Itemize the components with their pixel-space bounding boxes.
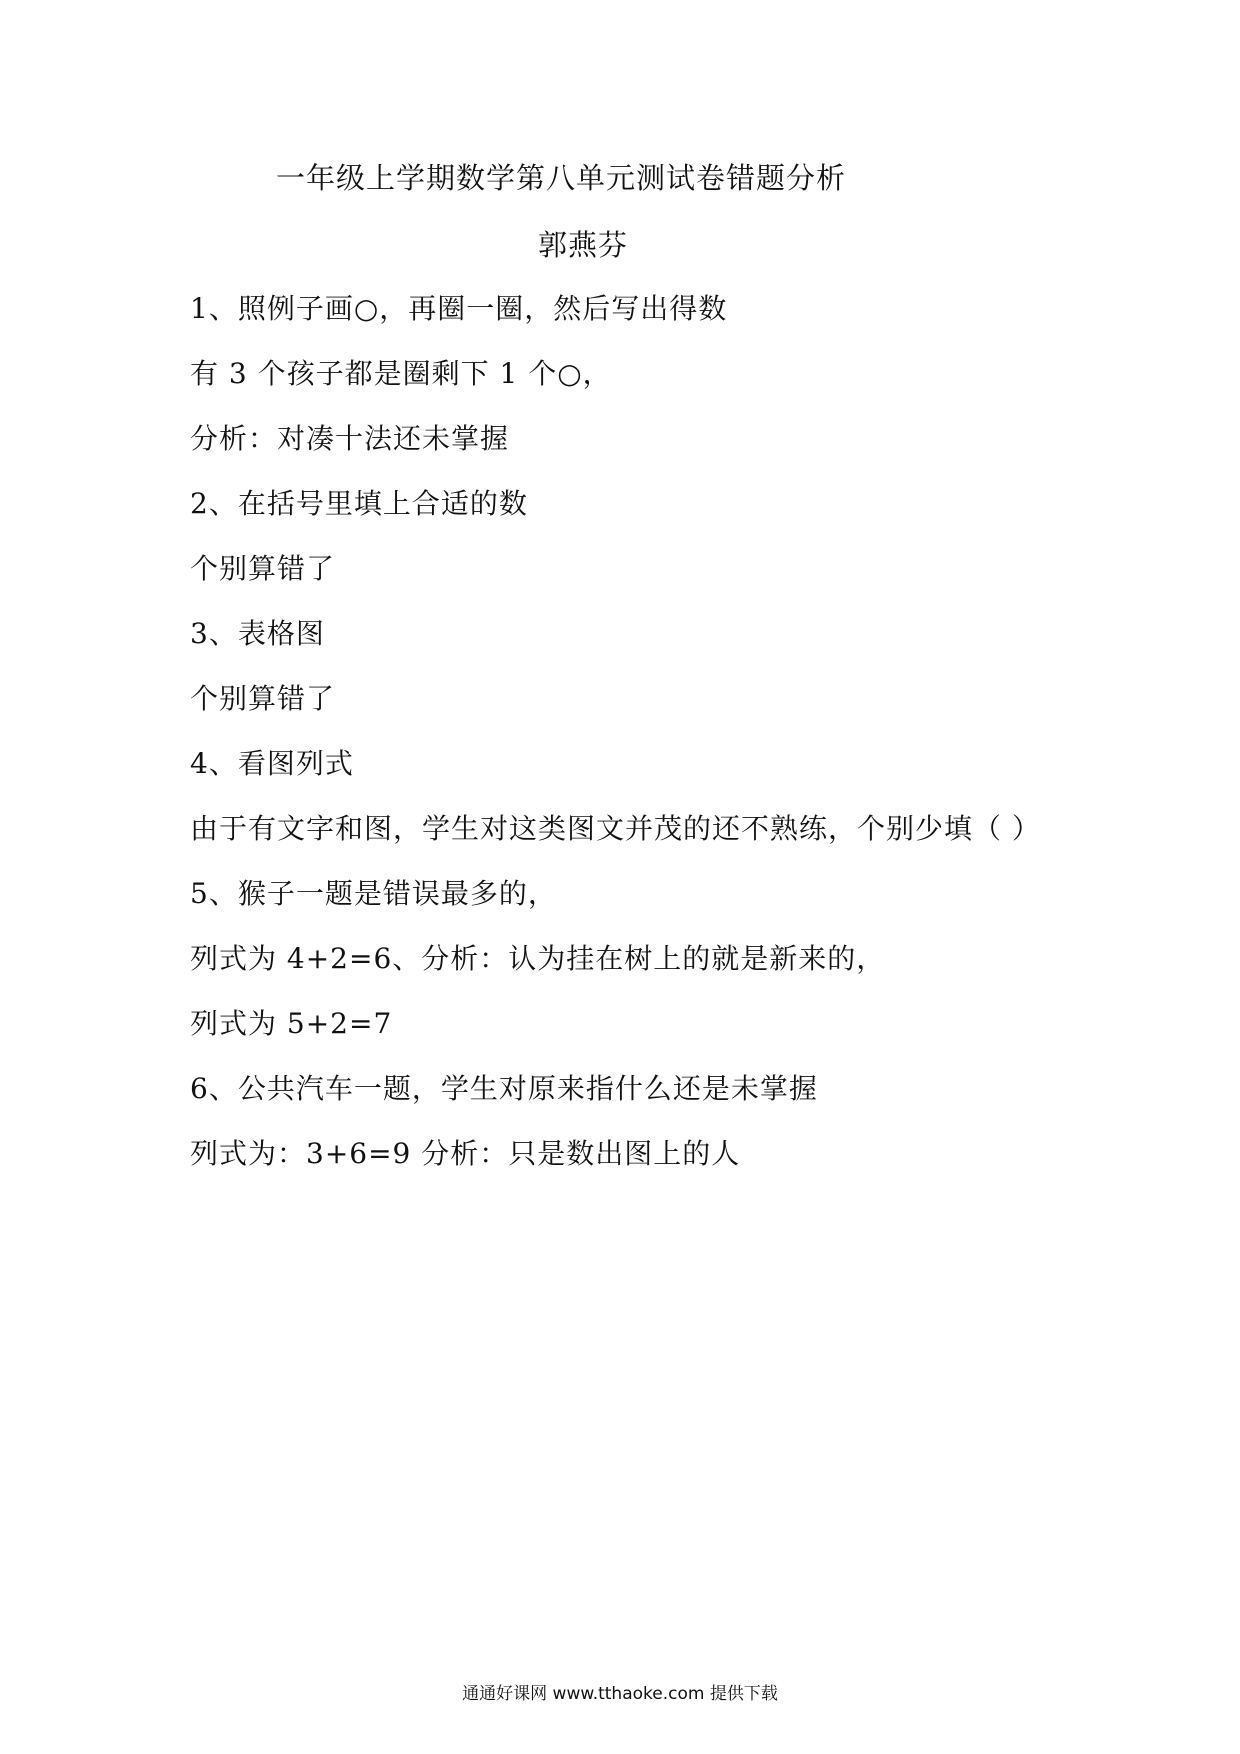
- question-4-analysis: 由于有文字和图，学生对这类图文并茂的还不熟练，个别少填（ ）: [190, 812, 1041, 845]
- document-author: 郭燕芬: [538, 228, 629, 262]
- question-2-heading: 2、在括号里填上合适的数: [190, 487, 528, 520]
- question-1-analysis: 分析：对凑十法还未掌握: [190, 422, 510, 455]
- question-5-formula-wrong: 列式为 4+2=6、分析：认为挂在树上的就是新来的，: [190, 942, 886, 975]
- download-footer: 通通好课网 www.tthaoke.com 提供下载: [462, 1684, 778, 1704]
- question-2-note: 个别算错了: [190, 552, 336, 585]
- question-5-heading: 5、猴子一题是错误最多的，: [190, 877, 557, 910]
- question-6-heading: 6、公共汽车一题，学生对原来指什么还是未掌握: [190, 1072, 818, 1105]
- question-3-note: 个别算错了: [190, 682, 336, 715]
- question-6-analysis: 列式为：3+6=9 分析：只是数出图上的人: [190, 1137, 741, 1170]
- question-1-note: 有 3 个孩子都是圈剩下 1 个○，: [190, 357, 612, 390]
- document-body: [190, 291, 1090, 1201]
- question-4-heading: 4、看图列式: [190, 747, 354, 780]
- question-5-formula-correct: 列式为 5+2=7: [190, 1007, 393, 1040]
- document-title: 一年级上学期数学第八单元测试卷错题分析: [276, 161, 847, 195]
- question-1-heading: 1、照例子画○，再圈一圈，然后写出得数: [190, 292, 728, 325]
- question-3-heading: 3、表格图: [190, 617, 325, 650]
